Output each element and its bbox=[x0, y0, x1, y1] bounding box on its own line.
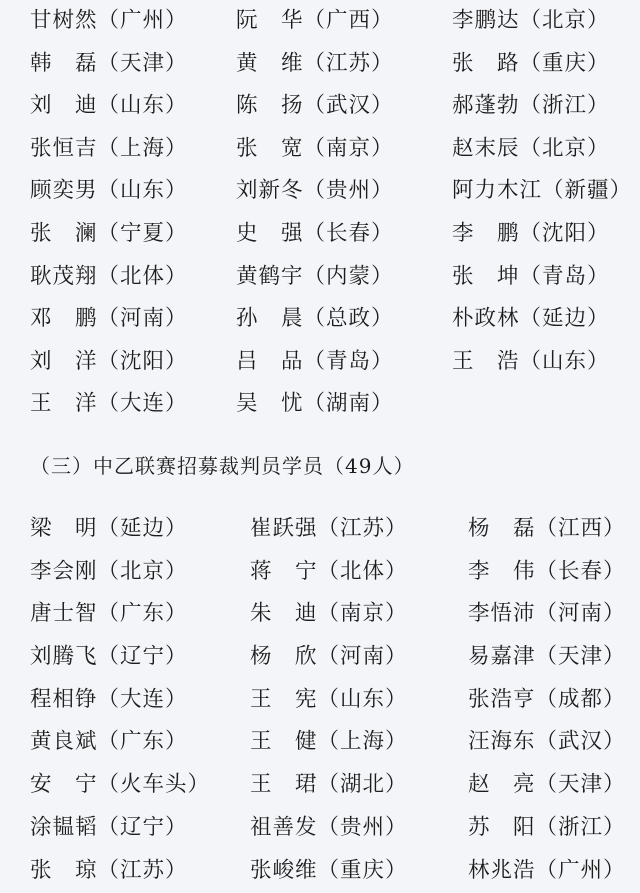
name-entry: 朴政林（延边） bbox=[452, 306, 610, 332]
name-entry: 陈 扬（武汉） bbox=[236, 93, 394, 119]
name-entry: 赵末辰（北京） bbox=[452, 135, 610, 161]
referee-list-section-two bbox=[30, 0, 633, 426]
referee-list-section-three bbox=[30, 508, 630, 892]
name-entry: 李鹏达（北京） bbox=[452, 8, 610, 33]
name-entry: 王 健（上海） bbox=[250, 729, 408, 755]
name-entry: 吕 品（青岛） bbox=[236, 348, 394, 374]
name-entry: 甘树然（广州） bbox=[30, 8, 188, 33]
name-entry: 汪海东（武汉） bbox=[468, 729, 626, 755]
name-entry: 朱 迪（南京） bbox=[250, 601, 408, 627]
name-entry: 黄良斌（广东） bbox=[30, 729, 188, 755]
name-entry: 安 宁（火车头） bbox=[30, 772, 211, 798]
name-entry: 李悟沛（河南） bbox=[468, 601, 626, 627]
name-entry: 涂韫韬（辽宁） bbox=[30, 814, 188, 840]
name-entry: 李 鹏（沈阳） bbox=[452, 220, 610, 246]
name-entry: 张 澜（宁夏） bbox=[30, 220, 188, 246]
name-entry: 耿茂翔（北体） bbox=[30, 263, 188, 289]
name-entry: 王 珺（湖北） bbox=[250, 772, 408, 798]
name-entry: 蒋 宁（北体） bbox=[250, 558, 408, 584]
name-entry: 刘腾飞（辽宁） bbox=[30, 644, 188, 670]
name-entry: 顾奕男（山东） bbox=[30, 178, 188, 204]
name-entry: 孙 晨（总政） bbox=[236, 306, 394, 332]
name-entry: 阮 华（广西） bbox=[236, 8, 394, 33]
name-entry: 邓 鹏（河南） bbox=[30, 306, 188, 332]
name-entry: 唐士智（广东） bbox=[30, 601, 188, 627]
name-entry: 张 路（重庆） bbox=[452, 50, 610, 76]
name-entry: 李 伟（长春） bbox=[468, 558, 626, 584]
name-entry: 杨 欣（河南） bbox=[250, 644, 408, 670]
name-entry: 赵 亮（天津） bbox=[468, 772, 626, 798]
name-entry: 易嘉津（天津） bbox=[468, 644, 626, 670]
name-entry: 韩 磊（天津） bbox=[30, 50, 188, 76]
name-entry: 阿力木江（新疆） bbox=[452, 178, 633, 204]
name-entry: 王 宪（山东） bbox=[250, 686, 408, 712]
name-entry: 李会刚（北京） bbox=[30, 558, 188, 584]
name-entry: 张 坤（青岛） bbox=[452, 263, 610, 289]
name-entry: 刘 洋（沈阳） bbox=[30, 348, 188, 374]
name-entry: 史 强（长春） bbox=[236, 220, 394, 246]
name-entry: 张恒吉（上海） bbox=[30, 135, 188, 161]
name-entry: 张峻维（重庆） bbox=[250, 857, 408, 883]
name-entry: 崔跃强（江苏） bbox=[250, 516, 408, 541]
name-entry: 杨 磊（江西） bbox=[468, 516, 626, 541]
name-entry: 郝蓬勃（浙江） bbox=[452, 93, 610, 119]
name-entry: 苏 阳（浙江） bbox=[468, 814, 626, 840]
name-entry: 张浩亨（成都） bbox=[468, 686, 626, 712]
name-entry: 王 洋（大连） bbox=[30, 391, 188, 417]
name-entry: 祖善发（贵州） bbox=[250, 814, 408, 840]
name-entry: 王 浩（山东） bbox=[452, 348, 610, 374]
name-entry: 黄鹤宇（内蒙） bbox=[236, 263, 394, 289]
name-entry: 张 宽（南京） bbox=[236, 135, 394, 161]
name-entry: 林兆浩（广州） bbox=[468, 857, 626, 883]
section-three-heading: （三）中乙联赛招募裁判员学员（49人） bbox=[30, 454, 415, 478]
name-entry: 吴 忧（湖南） bbox=[236, 391, 394, 417]
name-entry: 张 琼（江苏） bbox=[30, 857, 188, 883]
name-entry: 刘新冬（贵州） bbox=[236, 178, 394, 204]
name-entry: 程相铮（大连） bbox=[30, 686, 188, 712]
name-entry: 黄 维（江苏） bbox=[236, 50, 394, 76]
name-entry: 梁 明（延边） bbox=[30, 516, 188, 541]
name-entry: 刘 迪（山东） bbox=[30, 93, 188, 119]
